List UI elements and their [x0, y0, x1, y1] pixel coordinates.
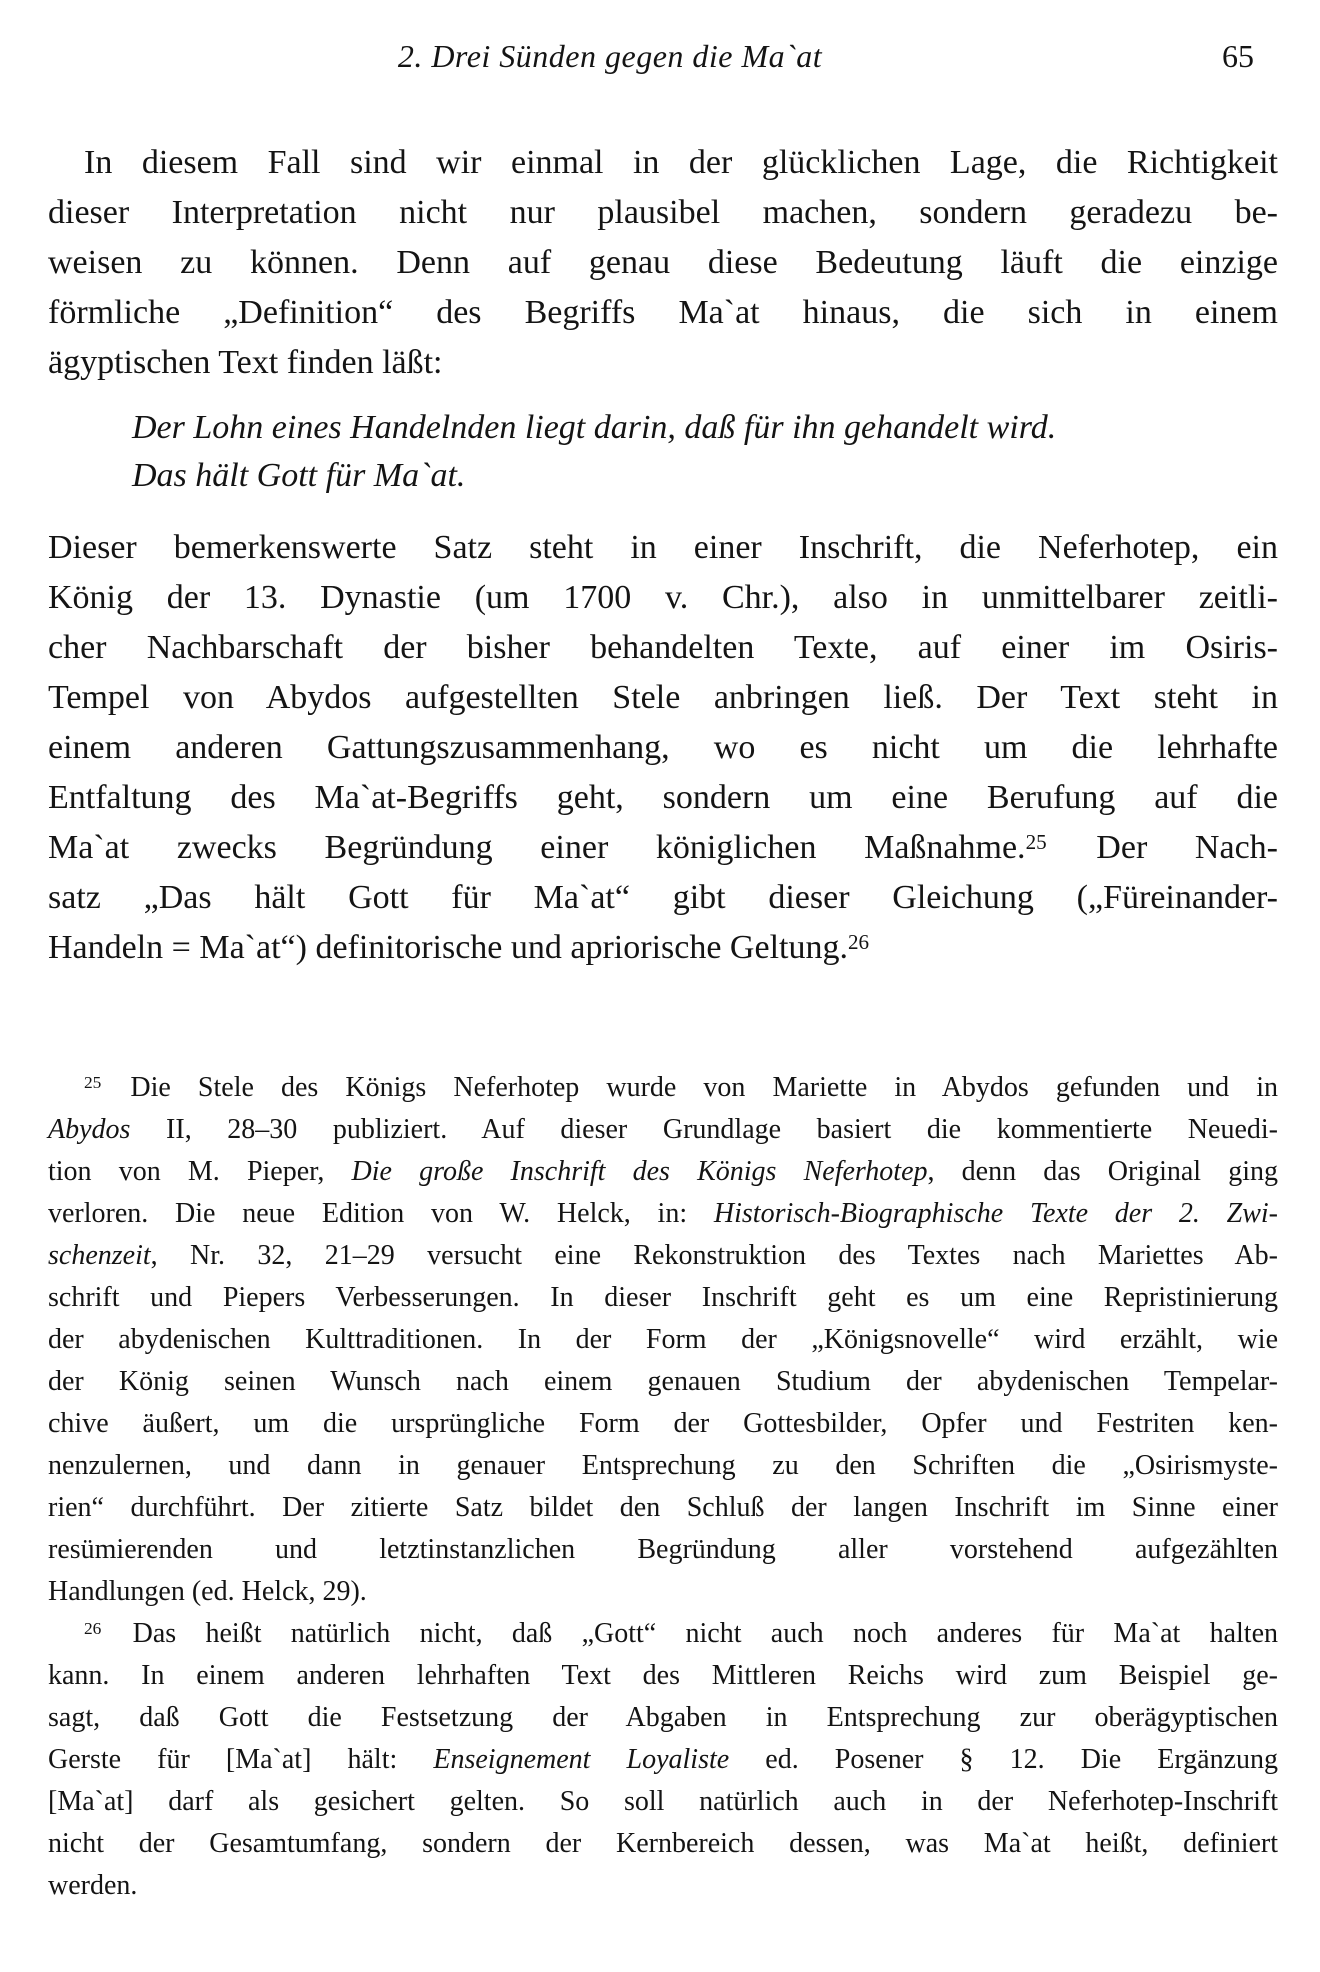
text-line: Ma`at zwecks Begründung einer königlichen Maßnahme.$^{25}$ Der Nach- — [48, 829, 1278, 866]
text-line: chive äußert, um die ursprüngliche Form der Gottesbilder, Opfer und Festriten ken- — [48, 1408, 1278, 1439]
text-line: In diesem Fall sind wir einmal in der glücklichen Lage, die Richtigkeit — [84, 144, 1278, 181]
text-line: Tempel von Abydos aufgestellten Stele anbringen ließ. Der Text steht in — [48, 679, 1278, 716]
text-line: $^{26}$ Das heißt natürlich nicht, daß „Gott“ nicht auch noch anderes für Ma`at halten — [84, 1618, 1278, 1649]
paragraph-discussion — [48, 523, 1278, 973]
text-line: der König seinen Wunsch nach einem genauen Studium der abydenischen Tempelar- — [48, 1366, 1278, 1397]
text-line: Dieser bemerkenswerte Satz steht in einer Inschrift, die Neferhotep, ein — [48, 529, 1278, 566]
text-line: Handlungen (ed. Helck, 29). — [48, 1576, 367, 1607]
text-line: schrift und Piepers Verbesserungen. In dieser Inschrift geht es um eine Repristinierung — [48, 1282, 1278, 1313]
text-line: nicht der Gesamtumfang, sondern der Kernbereich dessen, was Ma`at heißt, definiert — [48, 1828, 1278, 1859]
text-line: König der 13. Dynastie (um 1700 v. Chr.), also in unmittelbarer zeitli- — [48, 579, 1278, 616]
footnote-25 — [48, 1067, 1278, 1613]
footnote-marker: 25 — [84, 1073, 102, 1093]
paragraph-intro — [48, 138, 1278, 388]
text-line: nenzulernen, und dann in genauer Entsprechung zu den Schriften die „Osirismyste- — [48, 1450, 1278, 1481]
text-line: satz „Das hält Gott für Ma`at“ gibt dieser Gleichung („Füreinander- — [48, 879, 1278, 916]
text-line: ägyptischen Text finden läßt: — [48, 344, 443, 381]
footnote-marker: 26 — [84, 1619, 102, 1639]
footnote-marker: 26 — [847, 929, 870, 954]
text-line: förmliche „Definition“ des Begriffs Ma`at hinaus, die sich in einem — [48, 294, 1278, 331]
text-line: Gerste für [Ma`at] hält: Enseignement Loyaliste ed. Posener § 12. Die Ergänzung — [48, 1744, 1279, 1775]
text-line: dieser Interpretation nicht nur plausibel machen, sondern geradezu be- — [48, 194, 1278, 231]
text-line: cher Nachbarschaft der bisher behandelten Texte, auf einer im Osiris- — [48, 629, 1278, 666]
block-quote — [132, 404, 1278, 500]
text-line: weisen zu können. Denn auf genau diese Bedeutung läuft die einzige — [48, 244, 1278, 281]
footnote-marker: 25 — [1025, 829, 1047, 854]
page-header — [48, 38, 1276, 84]
text-line: resümierenden und letztinstanzlichen Begründung aller vorstehend aufgezählten — [48, 1534, 1278, 1565]
page-number: 65 — [1222, 38, 1254, 74]
main-text-block — [48, 138, 1278, 973]
text-line: tion von M. Pieper, Die große Inschrift des Königs Neferhotep, denn das Original ging — [48, 1156, 1279, 1187]
text-line: Das hält Gott für Ma`at. — [132, 457, 466, 494]
text-line: kann. In einem anderen lehrhaften Text des Mittleren Reichs wird zum Beispiel ge- — [48, 1660, 1278, 1691]
text-line: sagt, daß Gott die Festsetzung der Abgaben in Entsprechung zur oberägyptischen — [48, 1702, 1278, 1733]
text-line: Entfaltung des Ma`at-Begriffs geht, sondern um eine Berufung auf die — [48, 779, 1278, 816]
text-line: rien“ durchführt. Der zitierte Satz bildet den Schluß der langen Inschrift im Sinne einer — [48, 1492, 1278, 1523]
text-line: [Ma`at] darf als gesichert gelten. So soll natürlich auch in der Neferhotep-Inschrift — [48, 1786, 1278, 1817]
text-line: schenzeit, Nr. 32, 21–29 versucht eine Rekonstruktion des Textes nach Mariettes Ab- — [48, 1240, 1278, 1271]
footnote-26 — [48, 1613, 1278, 1907]
text-line: verloren. Die neue Edition von W. Helck, in: Historisch-Biographische Texte der 2. Zwi- — [48, 1198, 1278, 1229]
text-line: Abydos II, 28–30 publiziert. Auf dieser Grundlage basiert die kommentierte Neuedi- — [48, 1114, 1278, 1145]
text-line: $^{25}$ Die Stele des Königs Neferhotep wurde von Mariette in Abydos gefunden und in — [84, 1072, 1278, 1103]
text-line: der abydenischen Kulttraditionen. In der Form der „Königsnovelle“ wird erzählt, wie — [48, 1324, 1278, 1355]
text-line: Der Lohn eines Handelnden liegt darin, daß für ihn gehandelt wird. — [132, 409, 1057, 446]
text-line: Handeln = Ma`at“) definitorische und apriorische Geltung.$^{26}$ — [48, 929, 870, 966]
running-header-title: 2. Drei Sünden gegen die Ma`at — [397, 38, 823, 74]
text-line: werden. — [48, 1870, 138, 1901]
text-line: einem anderen Gattungszusammenhang, wo es nicht um die lehrhafte — [48, 729, 1278, 766]
footnotes-section — [48, 1067, 1278, 1907]
